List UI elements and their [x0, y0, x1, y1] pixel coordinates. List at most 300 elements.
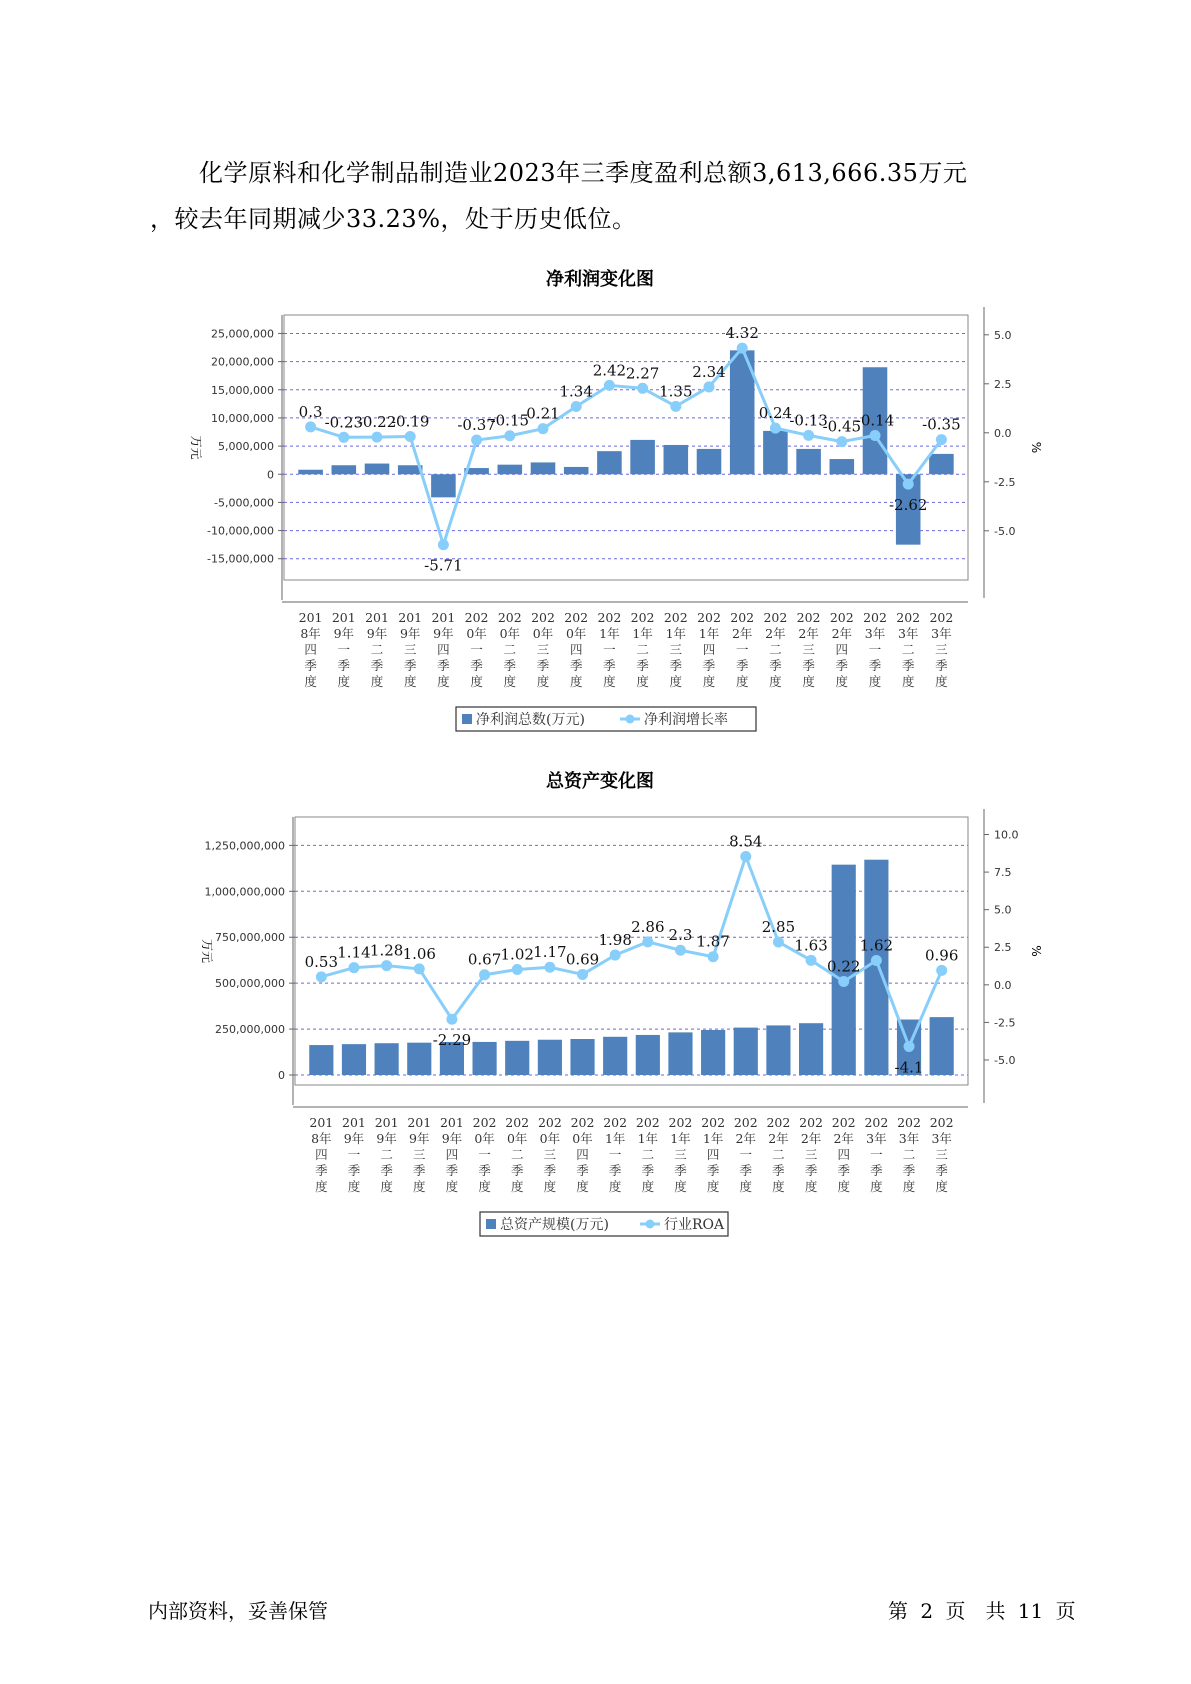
y2-tick-label: -5.0 — [994, 524, 1016, 538]
x-tick-label: 季 — [403, 658, 417, 673]
line-point — [704, 381, 715, 392]
y-tick-label: 750,000,000 — [215, 931, 285, 945]
bar — [505, 1041, 529, 1075]
line-point — [803, 430, 814, 441]
data-label: -0.35 — [922, 415, 961, 434]
x-tick-label: 202 — [505, 1115, 530, 1130]
line-point — [806, 955, 817, 966]
x-tick-label: 度 — [641, 1179, 655, 1194]
x-tick-label: 201 — [374, 1115, 399, 1130]
x-tick-label: 季 — [735, 658, 749, 673]
x-tick-label: 202 — [929, 610, 954, 625]
x-tick-label: 1年 — [632, 626, 653, 641]
bar — [763, 431, 788, 474]
x-tick-label: 度 — [669, 674, 683, 689]
data-label: 1.02 — [500, 945, 534, 964]
x-tick-label: 2年 — [768, 1131, 789, 1146]
y2-tick-label: -5.0 — [994, 1053, 1016, 1067]
line-point — [504, 430, 515, 441]
bar — [734, 1028, 758, 1075]
x-tick-label: 度 — [543, 1179, 557, 1194]
x-tick-label: 9年 — [409, 1131, 430, 1146]
x-tick-label: 202 — [701, 1115, 726, 1130]
x-tick-label: 季 — [870, 1163, 883, 1178]
x-tick-label: 度 — [935, 674, 948, 689]
x-tick-label: 201 — [309, 1115, 334, 1130]
x-tick-label: 一 — [478, 1147, 491, 1162]
data-label: 4.32 — [725, 324, 759, 343]
x-tick-label: 一 — [347, 1147, 361, 1162]
bar — [697, 449, 722, 474]
data-label: 1.34 — [559, 382, 593, 401]
data-label: 0.69 — [565, 950, 600, 969]
y-axis-label: 万元 — [200, 938, 214, 964]
x-tick-label: 度 — [636, 674, 649, 689]
x-tick-label: 3年 — [864, 626, 886, 641]
x-tick-label: 季 — [935, 1163, 948, 1178]
x-tick-label: 202 — [537, 1115, 562, 1130]
line-point — [675, 945, 686, 956]
x-tick-label: 202 — [766, 1115, 791, 1130]
x-tick-label: 季 — [370, 658, 384, 673]
x-tick-label: 四 — [702, 642, 716, 657]
data-label: -4.1 — [894, 1058, 924, 1077]
x-tick-label: 季 — [437, 658, 450, 673]
y-tick-label: 0 — [278, 1069, 285, 1082]
data-label: 2.34 — [692, 362, 726, 381]
x-tick-label: 三 — [413, 1147, 426, 1162]
data-label: 0.96 — [924, 946, 959, 965]
x-tick-label: 202 — [897, 1115, 921, 1130]
x-tick-label: 季 — [901, 658, 915, 673]
data-label: -0.37 — [457, 416, 496, 435]
x-tick-label: 201 — [342, 1115, 366, 1130]
bar — [531, 462, 556, 474]
line-point — [936, 434, 947, 445]
x-tick-label: 202 — [896, 610, 921, 625]
net-profit-chart — [0, 265, 1191, 728]
y-tick-label: 0 — [267, 468, 274, 482]
x-tick-label: 度 — [347, 1179, 361, 1194]
y2-tick-label: -2.5 — [994, 475, 1016, 489]
y2-tick-label: -2.5 — [994, 1016, 1016, 1030]
x-tick-label: 201 — [398, 610, 423, 625]
x-tick-label: 202 — [597, 610, 622, 625]
summary-paragraph — [150, 150, 1050, 242]
x-tick-label: 1年 — [698, 626, 720, 641]
x-tick-label: 202 — [829, 610, 854, 625]
y2-tick-label: 2.5 — [994, 377, 1012, 391]
legend-bar-swatch — [486, 1219, 496, 1229]
x-tick-label: 四 — [304, 642, 317, 657]
x-tick-label: 季 — [503, 658, 517, 673]
data-label: 2.86 — [631, 917, 665, 936]
x-tick-label: 3年 — [898, 1131, 920, 1146]
x-tick-label: 季 — [569, 658, 583, 673]
x-tick-label: 201 — [431, 610, 456, 625]
line-point — [708, 951, 719, 962]
summary-line-2: ，较去年同期减少33.23%，处于历史低位。 — [150, 205, 637, 233]
x-tick-label: 202 — [763, 610, 788, 625]
x-tick-label: 202 — [697, 610, 721, 625]
line-point — [737, 343, 748, 354]
x-tick-label: 9年 — [366, 626, 388, 641]
line-point — [642, 936, 653, 947]
x-tick-label: 季 — [470, 658, 483, 673]
x-tick-label: 度 — [445, 1179, 459, 1194]
data-label: 1.17 — [533, 943, 567, 962]
data-label: 1.63 — [794, 936, 828, 955]
x-tick-label: 度 — [478, 1179, 491, 1194]
y2-axis-label: % — [1029, 441, 1043, 454]
x-tick-label: 3年 — [897, 626, 919, 641]
x-tick-label: 1年 — [670, 1131, 691, 1146]
x-tick-label: 季 — [347, 1163, 361, 1178]
bar — [766, 1025, 790, 1075]
x-tick-label: 季 — [536, 658, 550, 673]
x-tick-label: 202 — [603, 1115, 628, 1130]
x-tick-label: 二 — [772, 1147, 785, 1162]
bar — [564, 467, 589, 474]
bar — [570, 1039, 594, 1075]
x-tick-label: 2年 — [833, 1131, 854, 1146]
legend-line-marker — [646, 1220, 655, 1229]
data-label: -2.62 — [888, 496, 928, 515]
bar — [375, 1043, 399, 1075]
x-tick-label: 季 — [837, 1163, 850, 1178]
data-label: 8.54 — [729, 832, 763, 851]
data-label: 2.3 — [668, 926, 693, 945]
x-tick-label: 201 — [407, 1115, 432, 1130]
x-tick-label: 二 — [510, 1147, 524, 1162]
line-point — [348, 962, 359, 973]
chart-title: 总资产变化图 — [546, 771, 654, 792]
data-label: -0.15 — [490, 411, 530, 430]
x-tick-label: 1年 — [637, 1131, 659, 1146]
net-profit-chart-svg — [0, 265, 1191, 728]
x-tick-label: 2年 — [765, 626, 786, 641]
line-point — [637, 383, 648, 394]
data-label: -0.13 — [789, 411, 828, 430]
bar — [636, 1035, 660, 1075]
data-label: 0.53 — [304, 952, 339, 971]
x-tick-label: 季 — [669, 658, 683, 673]
x-tick-label: 度 — [380, 1179, 393, 1194]
line-point — [446, 1014, 457, 1025]
x-tick-label: 0年 — [532, 626, 554, 641]
x-tick-label: 一 — [608, 1147, 622, 1162]
x-tick-label: 二 — [902, 1147, 916, 1162]
chart-title: 净利润变化图 — [546, 269, 654, 290]
legend-line-marker — [626, 715, 635, 724]
x-tick-label: 季 — [337, 658, 351, 673]
x-tick-label: 度 — [902, 1179, 916, 1194]
x-tick-label: 季 — [674, 1163, 687, 1178]
x-tick-label: 度 — [802, 674, 815, 689]
x-tick-label: 1年 — [702, 1131, 724, 1146]
data-label: 0.24 — [758, 404, 793, 423]
x-tick-label: 201 — [298, 610, 323, 625]
line-point — [773, 936, 784, 947]
y-tick-label: -5,000,000 — [214, 496, 274, 510]
data-label: 1.87 — [696, 932, 730, 951]
x-tick-label: 9年 — [433, 626, 454, 641]
x-tick-label: 二 — [503, 642, 517, 657]
x-tick-label: 0年 — [539, 1131, 561, 1146]
x-tick-label: 度 — [702, 674, 716, 689]
x-tick-label: 季 — [706, 1163, 720, 1178]
y-tick-label: 5,000,000 — [218, 440, 274, 454]
data-label: 1.14 — [337, 943, 371, 962]
y2-tick-label: 10.0 — [994, 828, 1019, 842]
data-label: -0.14 — [855, 411, 895, 430]
bar — [929, 454, 954, 474]
x-tick-label: 季 — [804, 1163, 818, 1178]
bar — [668, 1032, 692, 1075]
legend-bar-label: 总资产规模(万元) — [500, 1217, 609, 1233]
line-point — [770, 423, 781, 434]
bar — [701, 1030, 725, 1075]
x-tick-label: 季 — [702, 658, 716, 673]
line-point — [904, 1041, 915, 1052]
line-point — [305, 421, 316, 432]
x-tick-label: 季 — [315, 1163, 328, 1178]
x-tick-label: 二 — [641, 1147, 655, 1162]
bar — [342, 1044, 366, 1075]
x-tick-label: 三 — [804, 1147, 818, 1162]
x-tick-label: 8年 — [311, 1131, 332, 1146]
x-tick-label: 度 — [706, 1179, 720, 1194]
bar — [796, 449, 821, 474]
x-tick-label: 季 — [802, 658, 815, 673]
legend-line-label: 行业ROA — [664, 1217, 725, 1233]
line-point — [479, 969, 490, 980]
x-tick-label: 202 — [668, 1115, 693, 1130]
x-tick-label: 二 — [769, 642, 782, 657]
x-tick-label: 季 — [772, 1163, 785, 1178]
x-tick-label: 三 — [935, 642, 948, 657]
x-tick-label: 四 — [569, 642, 583, 657]
y-tick-label: 500,000,000 — [215, 977, 285, 991]
x-tick-label: 1年 — [604, 1131, 626, 1146]
bar — [830, 459, 855, 474]
data-label: 2.27 — [625, 364, 660, 383]
x-tick-label: 度 — [315, 1179, 328, 1194]
x-tick-label: 季 — [380, 1163, 393, 1178]
x-tick-label: 度 — [569, 674, 583, 689]
line-point — [571, 401, 582, 412]
x-tick-label: 202 — [863, 610, 887, 625]
data-label: -5.71 — [424, 556, 463, 575]
x-tick-label: 201 — [331, 610, 356, 625]
x-tick-label: 季 — [603, 658, 616, 673]
x-tick-label: 201 — [439, 1115, 464, 1130]
x-tick-label: 1年 — [665, 626, 687, 641]
y2-axis-label: % — [1029, 945, 1043, 957]
x-tick-label: 三 — [935, 1147, 948, 1162]
data-label: 1.35 — [659, 382, 693, 401]
y2-tick-label: 0.0 — [994, 978, 1012, 992]
x-tick-label: 度 — [503, 674, 517, 689]
bar — [407, 1043, 431, 1075]
total-assets-chart — [0, 765, 1191, 1233]
y-axis-label: 万元 — [189, 435, 203, 460]
x-tick-label: 季 — [641, 1163, 655, 1178]
x-tick-label: 四 — [835, 642, 849, 657]
line-point — [577, 969, 588, 980]
x-tick-label: 度 — [603, 674, 616, 689]
bar — [799, 1023, 823, 1075]
x-tick-label: 201 — [365, 610, 389, 625]
data-label: 1.62 — [859, 936, 894, 955]
line-point — [538, 423, 549, 434]
x-tick-label: 四 — [437, 642, 450, 657]
x-tick-label: 季 — [510, 1163, 524, 1178]
y-tick-label: 1,000,000,000 — [204, 885, 285, 899]
x-tick-label: 季 — [835, 658, 849, 673]
bar — [930, 1017, 954, 1075]
x-tick-label: 季 — [304, 658, 317, 673]
line-point — [372, 432, 383, 443]
bar — [472, 1042, 496, 1075]
data-label: -0.45 — [822, 417, 862, 436]
line-point — [740, 851, 751, 862]
x-tick-label: 三 — [543, 1147, 557, 1162]
x-tick-label: 202 — [864, 1115, 889, 1130]
bar — [498, 465, 523, 475]
x-tick-label: 季 — [445, 1163, 459, 1178]
x-tick-label: 度 — [510, 1179, 524, 1194]
line-point — [610, 950, 621, 961]
x-tick-label: 202 — [497, 610, 522, 625]
line-point — [670, 401, 681, 412]
data-label: 2.85 — [761, 917, 796, 936]
bar — [298, 470, 323, 475]
x-tick-label: 9年 — [376, 1131, 397, 1146]
x-tick-label: 度 — [470, 674, 483, 689]
total-assets-chart-svg — [0, 765, 1191, 1233]
y-tick-label: 20,000,000 — [211, 355, 274, 369]
x-tick-label: 四 — [445, 1147, 459, 1162]
x-tick-label: 四 — [706, 1147, 720, 1162]
x-tick-label: 度 — [413, 1179, 426, 1194]
x-tick-label: 季 — [902, 1163, 916, 1178]
x-tick-label: 度 — [674, 1179, 687, 1194]
bar — [603, 1037, 627, 1075]
y2-tick-label: 5.0 — [994, 328, 1012, 342]
line-point — [512, 964, 523, 975]
x-tick-label: 一 — [735, 642, 749, 657]
x-tick-label: 2年 — [731, 626, 753, 641]
x-tick-label: 三 — [536, 642, 550, 657]
x-tick-label: 度 — [337, 674, 351, 689]
line-point — [316, 971, 327, 982]
legend-bar-label: 净利润总数(万元) — [476, 712, 585, 728]
x-tick-label: 季 — [413, 1163, 426, 1178]
x-tick-label: 四 — [837, 1147, 850, 1162]
bar — [332, 465, 357, 474]
x-tick-label: 三 — [403, 642, 417, 657]
x-tick-label: 9年 — [441, 1131, 463, 1146]
x-tick-label: 8年 — [300, 626, 321, 641]
data-label: -0.19 — [390, 412, 430, 431]
x-tick-label: 季 — [739, 1163, 753, 1178]
x-tick-label: 202 — [630, 610, 655, 625]
x-tick-label: 季 — [608, 1163, 622, 1178]
x-tick-label: 度 — [772, 1179, 785, 1194]
x-tick-label: 季 — [636, 658, 649, 673]
x-tick-label: 度 — [901, 674, 915, 689]
x-tick-label: 一 — [470, 642, 483, 657]
line-point — [604, 380, 615, 391]
y2-tick-label: 2.5 — [994, 941, 1012, 955]
x-tick-label: 0年 — [506, 1131, 528, 1146]
x-tick-label: 1年 — [599, 626, 620, 641]
bar — [597, 451, 622, 474]
x-tick-label: 度 — [536, 674, 550, 689]
y-tick-label: 1,250,000,000 — [204, 839, 285, 853]
x-tick-label: 三 — [674, 1147, 687, 1162]
x-tick-label: 季 — [769, 658, 782, 673]
line-point — [838, 976, 849, 987]
data-label: 0.67 — [467, 950, 502, 969]
x-tick-label: 一 — [868, 642, 882, 657]
data-label: 1.06 — [402, 944, 436, 963]
bar — [630, 440, 655, 474]
x-tick-label: 度 — [437, 674, 450, 689]
data-label: 1.28 — [369, 941, 404, 960]
line-point — [836, 436, 847, 447]
legend-bar-swatch — [462, 714, 472, 724]
line-point — [338, 432, 349, 443]
x-tick-label: 季 — [478, 1163, 491, 1178]
data-label: 0.22 — [827, 957, 861, 976]
x-tick-label: 季 — [576, 1163, 589, 1178]
x-tick-label: 202 — [663, 610, 688, 625]
y-tick-label: 25,000,000 — [211, 327, 274, 341]
x-tick-label: 度 — [304, 674, 317, 689]
x-tick-label: 0年 — [466, 626, 487, 641]
x-tick-label: 三 — [802, 642, 815, 657]
y2-tick-label: 7.5 — [994, 866, 1012, 880]
x-tick-label: 度 — [870, 1179, 883, 1194]
x-tick-label: 202 — [472, 1115, 497, 1130]
x-tick-label: 0年 — [565, 626, 587, 641]
bar — [365, 464, 390, 475]
x-tick-label: 一 — [739, 1147, 753, 1162]
footer-page-number: 第 2 页 共 11 页 — [888, 1599, 1076, 1623]
x-tick-label: 3年 — [931, 1131, 952, 1146]
x-tick-label: 202 — [799, 1115, 824, 1130]
line-point — [544, 962, 555, 973]
x-tick-label: 季 — [868, 658, 882, 673]
y-tick-label: 15,000,000 — [211, 383, 274, 397]
x-tick-label: 2年 — [798, 626, 819, 641]
x-tick-label: 0年 — [499, 626, 521, 641]
data-label: 0.21 — [526, 404, 560, 423]
x-tick-label: 度 — [370, 674, 384, 689]
data-label: 1.98 — [598, 931, 632, 950]
x-tick-label: 二 — [636, 642, 649, 657]
x-tick-label: 二 — [380, 1147, 393, 1162]
line-point — [871, 955, 882, 966]
bar — [309, 1045, 333, 1075]
x-tick-label: 202 — [464, 610, 489, 625]
y-tick-label: 10,000,000 — [211, 411, 274, 425]
x-tick-label: 0年 — [572, 1131, 593, 1146]
line-point — [381, 960, 392, 971]
x-tick-label: 度 — [739, 1179, 753, 1194]
